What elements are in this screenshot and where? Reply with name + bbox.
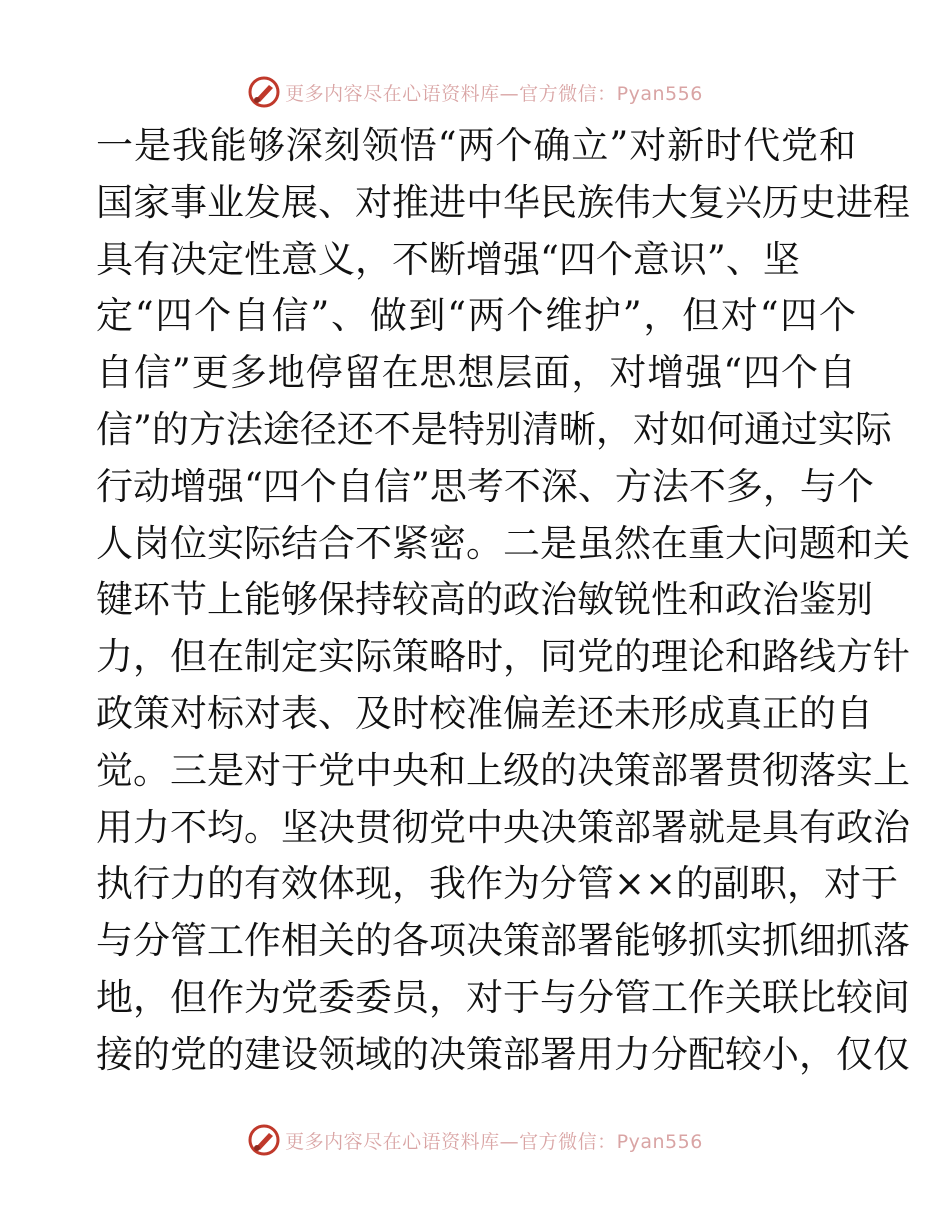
body-line: 人岗位实际结合不紧密。二是虽然在重大问题和关: [96, 521, 910, 565]
body-line: 行动增强“四个自信”思考不深、方法不多，与个: [96, 464, 874, 508]
brush-logo-icon: [247, 1123, 281, 1157]
body-line: 自信”更多地停留在思想层面，对增强“四个自: [96, 351, 856, 395]
body-line: 用力不均。坚决贯彻党中央决策部署就是具有政治: [96, 805, 910, 849]
body-line: 执行力的有效体现，我作为分管××的副职，对于: [96, 862, 899, 906]
body-line: 觉。三是对于党中央和上级的决策部署贯彻落实上: [96, 748, 910, 792]
body-line: 与分管工作相关的各项决策部署能够抓实抓细抓落: [96, 919, 910, 963]
body-line: 定“四个自信”、做到“两个维护”，但对“四个: [96, 294, 856, 338]
brush-logo-icon: [247, 75, 281, 109]
header-watermark: [0, 72, 950, 112]
body-line: 键环节上能够保持较高的政治敏锐性和政治鉴别: [96, 578, 873, 622]
watermark-text: 更多内容尽在心语资料库—官方微信：Pyan556: [285, 82, 703, 105]
document-body: [96, 118, 910, 1084]
body-line: 力，但在制定实际策略时，同党的理论和路线方针: [96, 635, 910, 679]
body-line: 地，但作为党委委员，对于与分管工作关联比较间: [96, 975, 910, 1019]
body-line: 一是我能够深刻领悟“两个确立”对新时代党和: [96, 124, 856, 167]
body-line: 具有决定性意义，不断增强“四个意识”、坚: [96, 237, 800, 281]
footer-watermark: [0, 1120, 950, 1160]
body-line: 政策对标对表、及时校准偏差还未形成真正的自: [96, 691, 873, 735]
watermark-text: 更多内容尽在心语资料库—官方微信：Pyan556: [285, 1130, 703, 1153]
body-line: 国家事业发展、对推进中华民族伟大复兴历史进程: [96, 180, 910, 224]
body-line: 接的党的建设领域的决策部署用力分配较小，仅仅: [96, 1032, 910, 1076]
body-line: 信”的方法途径还不是特别清晰，对如何通过实际: [96, 407, 892, 451]
